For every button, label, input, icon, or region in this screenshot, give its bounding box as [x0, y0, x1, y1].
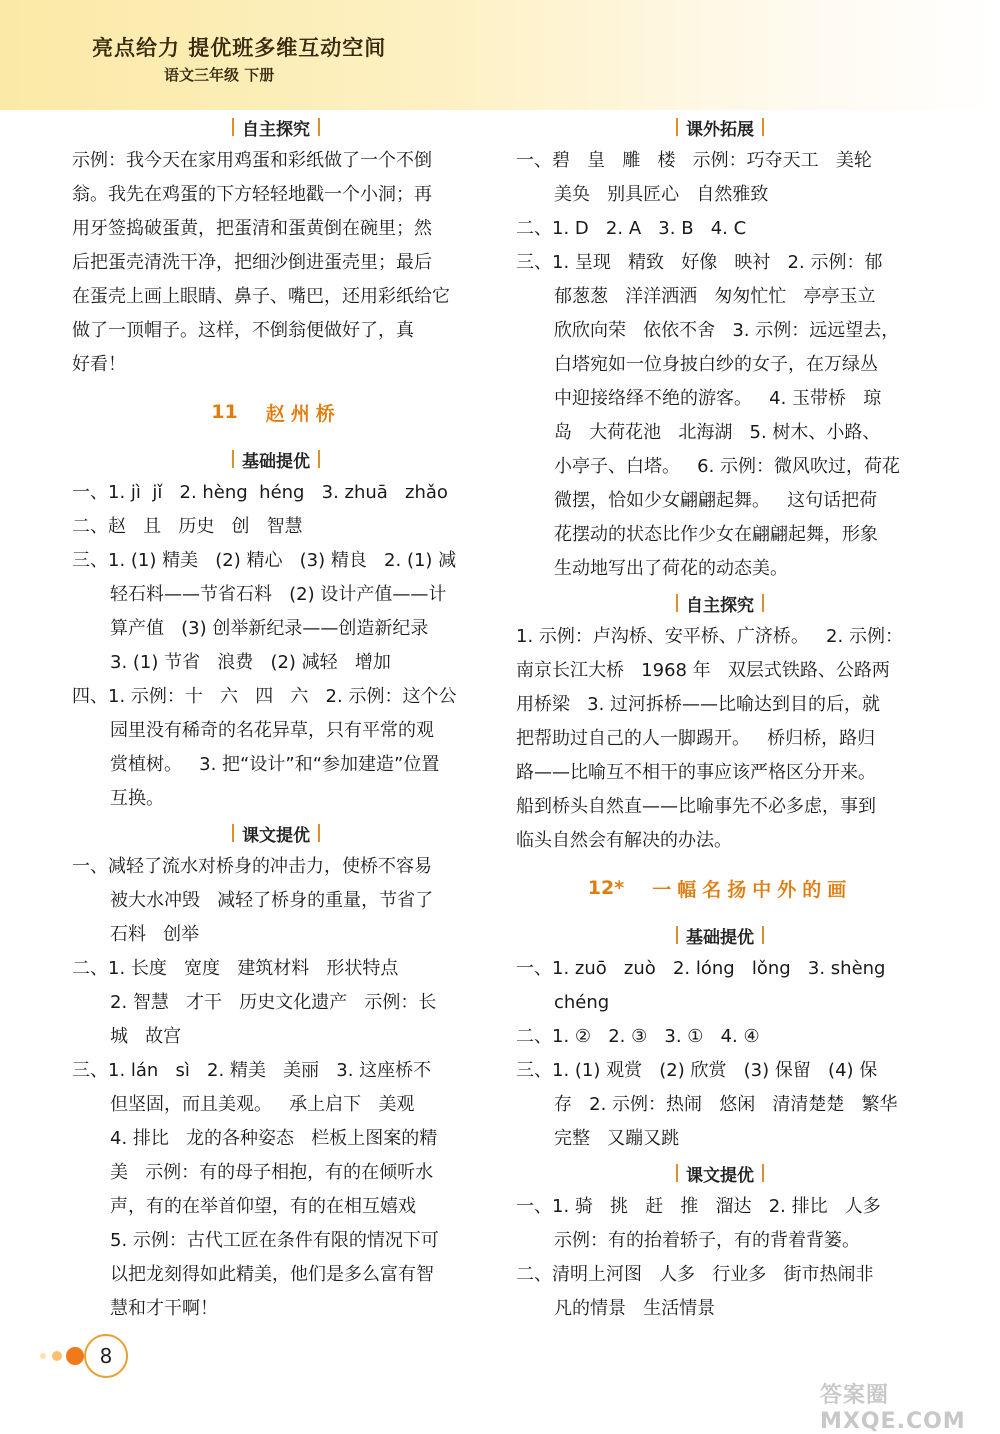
- text-line: 生动地写出了荷花的动态美。: [554, 558, 788, 579]
- text-line: 以把龙刻得如此精美，他们是多么富有智: [110, 1264, 434, 1285]
- text-line: 示例：有的抬着轿子，有的背着背篓。: [554, 1230, 860, 1251]
- section-header: 自主探究: [516, 586, 924, 620]
- section-body: [72, 476, 480, 816]
- text-line: 二、赵 且 历史 创 智慧: [72, 516, 303, 537]
- text-line: 一、1. zuō zuò 2. lóng lǒng 3. shèng: [516, 958, 886, 979]
- text-line: 示例：我今天在家用鸡蛋和彩纸做了一个不倒: [72, 150, 432, 171]
- section-header: 课外拓展: [516, 110, 924, 144]
- text-line: 二、1. D 2. A 3. B 4. C: [516, 218, 747, 239]
- text-line: 一、1. jì jǐ 2. hèng héng 3. zhuā zhǎo: [72, 482, 448, 503]
- book-title: 亮点给力 提优班多维互动空间: [92, 36, 387, 60]
- text-line: chéng: [554, 992, 610, 1013]
- text-line: 岛 大荷花池 北海湖 5. 树木、小路、: [554, 422, 881, 443]
- watermark: 答案圈 MXQE.COM: [820, 1383, 966, 1434]
- text-line: 2. 智慧 才干 历史文化遗产 示例：长: [110, 992, 437, 1013]
- text-line: 美 示例：有的母子相抱，有的在倾听水: [110, 1162, 434, 1183]
- section-body: [516, 620, 924, 858]
- text-line: 欣欣向荣 依依不舍 3. 示例：远远望去，: [554, 320, 900, 341]
- text-line: 翁。我先在鸡蛋的下方轻轻地戳一个小洞；再: [72, 184, 432, 205]
- section-body: [72, 144, 480, 382]
- right-column: [516, 110, 924, 1326]
- section-body: [516, 952, 924, 1156]
- text-line: 轻石料——节省石料 (2) 设计产值——计: [110, 584, 447, 605]
- decorative-dot: [40, 1353, 46, 1359]
- section-body: [516, 1190, 924, 1326]
- text-line: 小亭子、白塔。 6. 示例：微风吹过，荷花: [554, 456, 901, 477]
- text-line: 路——比喻互不相干的事应该严格区分开来。: [516, 762, 876, 783]
- text-line: 南京长江大桥 1968 年 双层式铁路、公路两: [516, 660, 890, 681]
- lesson-title: 11 赵州桥: [211, 401, 341, 425]
- text-line: 花摆动的状态比作少女在翩翩起舞，形象: [554, 524, 878, 545]
- text-line: 5. 示例：古代工匠在条件有限的情况下可: [110, 1230, 439, 1251]
- text-line: 1. 示例：卢沟桥、安平桥、广济桥。 2. 示例：: [516, 626, 903, 647]
- text-line: 好看！: [72, 354, 126, 375]
- text-line: 用牙签捣破蛋黄，把蛋清和蛋黄倒在碗里；然: [72, 218, 432, 239]
- text-line: 慧和才干啊！: [110, 1298, 218, 1319]
- section-header: 自主探究: [72, 110, 480, 144]
- text-line: 存 2. 示例：热闹 悠闲 清清楚楚 繁华: [554, 1094, 898, 1115]
- text-line: 后把蛋壳清洗干净，把细沙倒进蛋壳里；最后: [72, 252, 432, 273]
- decorative-dot: [66, 1347, 84, 1365]
- text-line: 赏植树。 3. 把“设计”和“参加建造”位置: [110, 754, 440, 775]
- text-line: 算产值 (3) 创举新纪录——创造新纪录: [110, 618, 429, 639]
- section-header: 基础提优: [72, 442, 480, 476]
- section-body: [516, 144, 924, 586]
- text-line: 园里没有稀奇的名花异草，只有平常的观: [110, 720, 434, 741]
- text-line: 被大水冲毁 减轻了桥身的重量，节省了: [110, 890, 434, 911]
- text-line: 做了一顶帽子。这样，不倒翁便做好了，真: [72, 320, 414, 341]
- text-line: 一、减轻了流水对桥身的冲击力，使桥不容易: [72, 856, 432, 877]
- left-column: [72, 110, 480, 1326]
- text-line: 石料 创举: [110, 924, 200, 945]
- page-number: 8: [84, 1334, 128, 1378]
- text-line: 三、1. lán sì 2. 精美 美丽 3. 这座桥不: [72, 1060, 432, 1081]
- text-line: 二、1. 长度 宽度 建筑材料 形状特点: [72, 958, 399, 979]
- text-line: 凡的情景 生活情景: [554, 1298, 716, 1319]
- text-line: 二、1. ② 2. ③ 3. ① 4. ④: [516, 1026, 760, 1047]
- text-line: 但坚固，而且美观。 承上启下 美观: [110, 1094, 415, 1115]
- text-line: 一、碧 皇 雕 楼 示例：巧夺天工 美轮: [516, 150, 872, 171]
- text-line: 白塔宛如一位身披白纱的女子，在万绿丛: [554, 354, 878, 375]
- text-line: 三、1. (1) 精美 (2) 精心 (3) 精良 2. (1) 减: [72, 550, 457, 571]
- text-line: 完整 又蹦又跳: [554, 1128, 680, 1149]
- text-line: 互换。: [110, 788, 164, 809]
- section-header: 课文提优: [516, 1156, 924, 1190]
- text-line: 把帮助过自己的人一脚踢开。 桥归桥，路归: [516, 728, 876, 749]
- decorative-dot: [52, 1351, 62, 1361]
- text-line: 城 故宫: [110, 1026, 182, 1047]
- section-body: [72, 850, 480, 1326]
- text-line: 声，有的在举首仰望，有的在相互嬉戏: [110, 1196, 416, 1217]
- text-line: 在蛋壳上画上眼睛、鼻子、嘴巴，还用彩纸给它: [72, 286, 450, 307]
- text-line: 船到桥头自然直——比喻事先不必多虑，事到: [516, 796, 876, 817]
- lesson-title: 12* 一幅名扬中外的画: [587, 877, 853, 901]
- text-line: 三、1. (1) 观赏 (2) 欣赏 (3) 保留 (4) 保: [516, 1060, 878, 1081]
- text-line: 4. 排比 龙的各种姿态 栏板上图案的精: [110, 1128, 438, 1149]
- text-line: 3. (1) 节省 浪费 (2) 减轻 增加: [110, 652, 391, 673]
- text-line: 一、1. 骑 挑 赶 推 溜达 2. 排比 人多: [516, 1196, 881, 1217]
- text-line: 微摆，恰如少女翩翩起舞。 这句话把荷: [554, 490, 878, 511]
- section-header: 基础提优: [516, 918, 924, 952]
- text-line: 郁葱葱 洋洋洒洒 匆匆忙忙 亭亭玉立: [554, 286, 876, 307]
- text-line: 用桥梁 3. 过河拆桥——比喻达到目的后，就: [516, 694, 881, 715]
- text-line: 四、1. 示例：十 六 四 六 2. 示例：这个公: [72, 686, 457, 707]
- text-line: 临头自然会有解决的办法。: [516, 830, 732, 851]
- text-line: 美奂 别具匠心 自然雅致: [554, 184, 769, 205]
- section-header: 课文提优: [72, 816, 480, 850]
- text-line: 三、1. 呈现 精致 好像 映衬 2. 示例：郁: [516, 252, 883, 273]
- book-subtitle: 语文三年级 下册: [164, 66, 275, 84]
- text-line: 二、清明上河图 人多 行业多 街市热闹非: [516, 1264, 874, 1285]
- text-line: 中迎接络绎不绝的游客。 4. 玉带桥 琼: [554, 388, 882, 409]
